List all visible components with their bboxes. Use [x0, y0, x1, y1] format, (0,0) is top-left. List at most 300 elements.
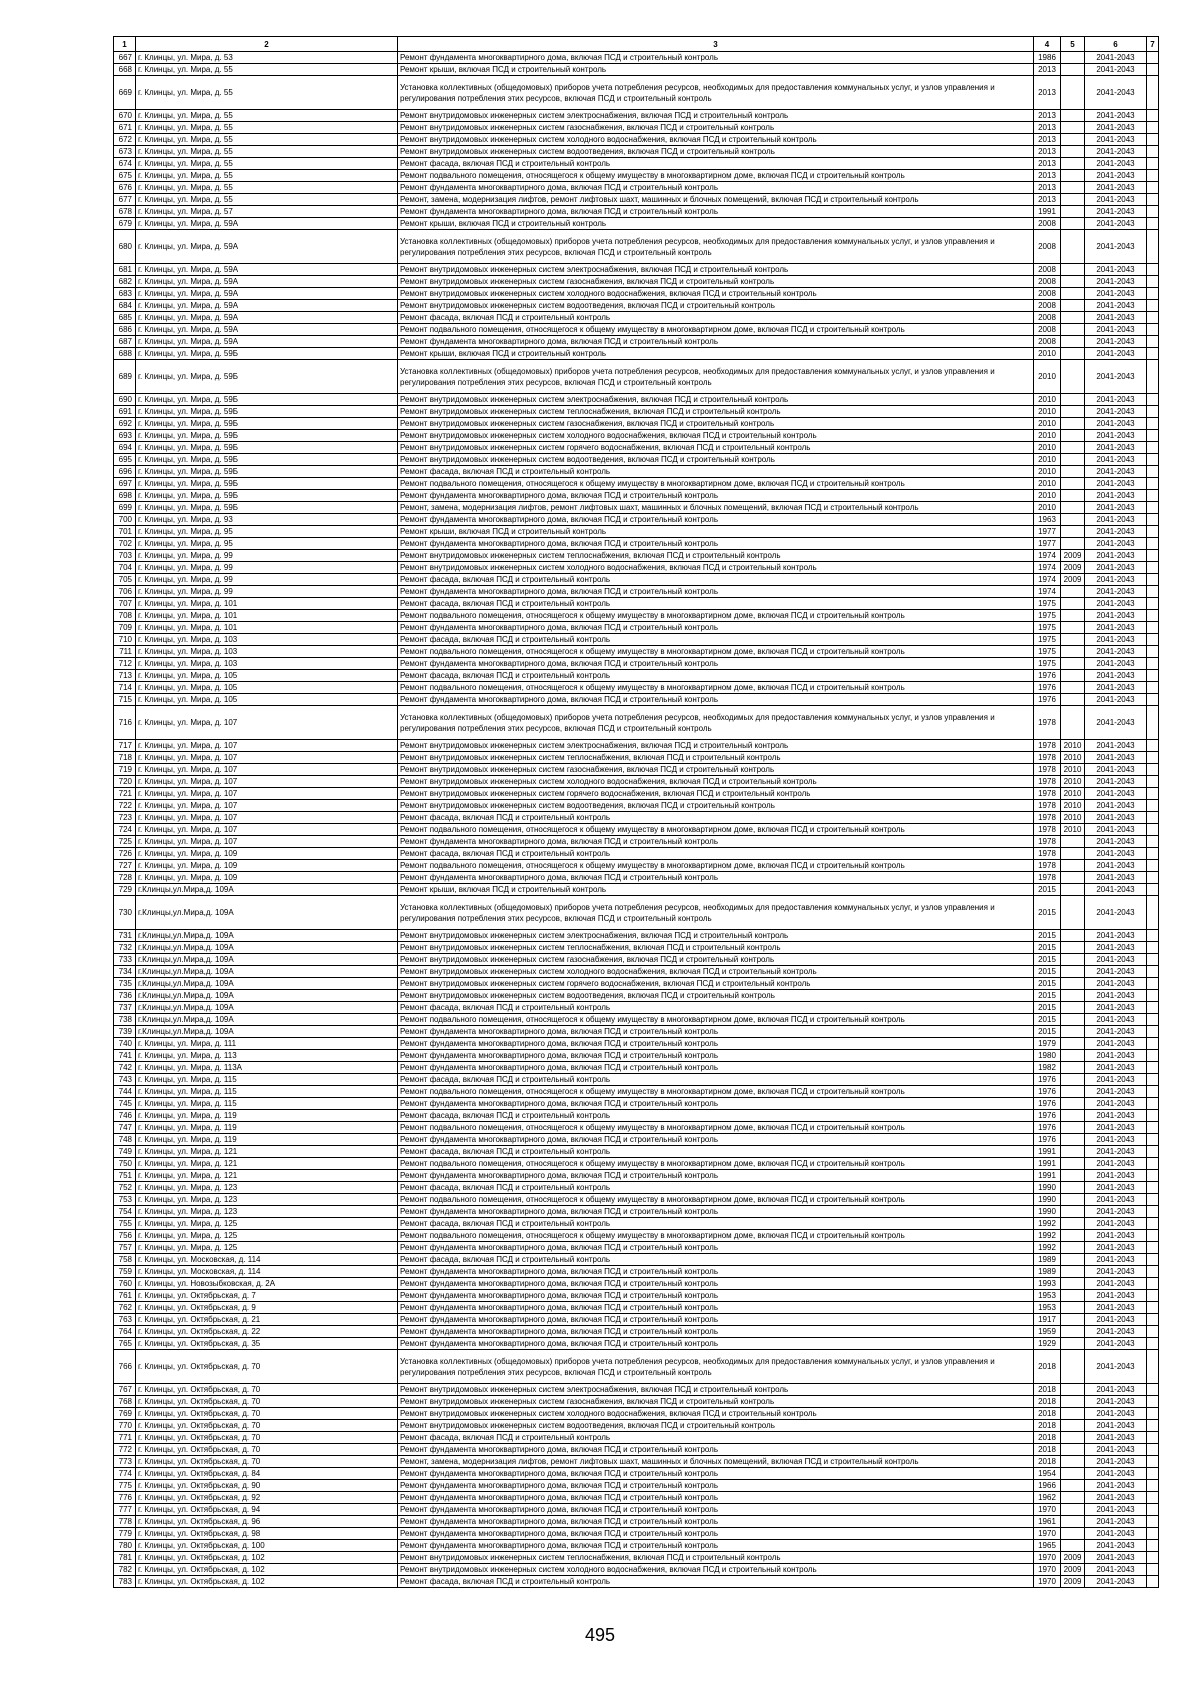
- cell-address: г. Клинцы, ул. Мира, д. 105: [136, 682, 398, 694]
- cell-note: [1147, 1122, 1159, 1134]
- cell-work-type: Ремонт подвального помещения, относящегося к общему имуществу в многоквартирном доме, включая ПСД и строительный контроль: [398, 860, 1034, 872]
- cell-year-built: 1993: [1034, 1278, 1061, 1290]
- cell-note: [1147, 1182, 1159, 1194]
- cell-work-type: Ремонт фундамента многоквартирного дома, включая ПСД и строительный контроль: [398, 1290, 1034, 1302]
- cell-row-number: 739: [114, 1026, 136, 1038]
- cell-note: [1147, 110, 1159, 122]
- cell-planned-period: 2041-2043: [1085, 634, 1147, 646]
- cell-row-number: 684: [114, 300, 136, 312]
- cell-row-number: 770: [114, 1420, 136, 1432]
- cell-note: [1147, 1230, 1159, 1242]
- cell-address: г. Клинцы, ул. Мира, д. 125: [136, 1230, 398, 1242]
- cell-year-overhaul: [1061, 110, 1085, 122]
- cell-year-built: 2018: [1034, 1408, 1061, 1420]
- table-row: [114, 634, 1159, 646]
- cell-address: г. Клинцы, ул. Мира, д. 109: [136, 872, 398, 884]
- cell-work-type: Ремонт внутридомовых инженерных систем газоснабжения, включая ПСД и строительный контроль: [398, 122, 1034, 134]
- cell-note: [1147, 1468, 1159, 1480]
- cell-year-overhaul: [1061, 502, 1085, 514]
- cell-year-built: 2013: [1034, 110, 1061, 122]
- cell-planned-period: 2041-2043: [1085, 264, 1147, 276]
- cell-address: г. Клинцы, ул. Мира, д. 99: [136, 562, 398, 574]
- cell-address: г. Клинцы, ул. Мира, д. 107: [136, 776, 398, 788]
- cell-work-type: Ремонт фасада, включая ПСД и строительный контроль: [398, 1074, 1034, 1086]
- table-row: [114, 526, 1159, 538]
- cell-year-built: 2010: [1034, 466, 1061, 478]
- table-row: [114, 418, 1159, 430]
- cell-note: [1147, 1158, 1159, 1170]
- cell-planned-period: 2041-2043: [1085, 1516, 1147, 1528]
- cell-address: г. Клинцы, ул. Октябрьская, д. 9: [136, 1302, 398, 1314]
- cell-planned-period: 2041-2043: [1085, 394, 1147, 406]
- cell-row-number: 747: [114, 1122, 136, 1134]
- cell-address: г. Клинцы, ул. Мира, д. 59А: [136, 230, 398, 264]
- cell-year-overhaul: [1061, 1302, 1085, 1314]
- cell-address: г. Клинцы, ул. Октябрьская, д. 7: [136, 1290, 398, 1302]
- cell-note: [1147, 264, 1159, 276]
- cell-address: г. Клинцы, ул. Мира, д. 111: [136, 1038, 398, 1050]
- cell-row-number: 721: [114, 788, 136, 800]
- table-row: [114, 1134, 1159, 1146]
- cell-year-overhaul: [1061, 1062, 1085, 1074]
- cell-year-overhaul: [1061, 1026, 1085, 1038]
- cell-address: г. Клинцы, ул. Октябрьская, д. 94: [136, 1504, 398, 1516]
- cell-year-overhaul: [1061, 1002, 1085, 1014]
- table-row: [114, 194, 1159, 206]
- cell-planned-period: 2041-2043: [1085, 406, 1147, 418]
- cell-planned-period: 2041-2043: [1085, 1432, 1147, 1444]
- cell-note: [1147, 170, 1159, 182]
- cell-address: г.Клинцы,ул.Мира,д. 109А: [136, 1002, 398, 1014]
- table-row: [114, 1540, 1159, 1552]
- cell-planned-period: 2041-2043: [1085, 872, 1147, 884]
- cell-year-overhaul: [1061, 466, 1085, 478]
- cell-planned-period: 2041-2043: [1085, 598, 1147, 610]
- cell-note: [1147, 942, 1159, 954]
- cell-work-type: Ремонт внутридомовых инженерных систем холодного водоснабжения, включая ПСД и строительный контроль: [398, 966, 1034, 978]
- cell-address: г. Клинцы, ул. Мира, д. 125: [136, 1242, 398, 1254]
- cell-year-overhaul: 2009: [1061, 574, 1085, 586]
- cell-address: г. Клинцы, ул. Мира, д. 119: [136, 1110, 398, 1122]
- cell-address: г. Клинцы, ул. Мира, д. 59А: [136, 218, 398, 230]
- cell-planned-period: 2041-2043: [1085, 1146, 1147, 1158]
- table-row: [114, 158, 1159, 170]
- cell-row-number: 716: [114, 706, 136, 740]
- cell-year-built: 1989: [1034, 1254, 1061, 1266]
- table-row: [114, 1432, 1159, 1444]
- cell-work-type: Ремонт фундамента многоквартирного дома, включая ПСД и строительный контроль: [398, 1170, 1034, 1182]
- cell-year-overhaul: [1061, 454, 1085, 466]
- table-row: [114, 1564, 1159, 1576]
- cell-year-overhaul: [1061, 1074, 1085, 1086]
- cell-address: г. Клинцы, ул. Мира, д. 59Б: [136, 454, 398, 466]
- cell-note: [1147, 502, 1159, 514]
- cell-planned-period: 2041-2043: [1085, 1564, 1147, 1576]
- program-table-container: [113, 36, 1158, 1588]
- cell-year-overhaul: [1061, 930, 1085, 942]
- cell-year-built: 2010: [1034, 406, 1061, 418]
- cell-note: [1147, 824, 1159, 836]
- cell-year-built: 2013: [1034, 134, 1061, 146]
- cell-work-type: Установка коллективных (общедомовых) приборов учета потребления ресурсов, необходимых для предоставления коммунальных услуг, и узлов управления и регулирования потребления этих ресурсов, включая ПСД и строительный контроль: [398, 230, 1034, 264]
- cell-note: [1147, 884, 1159, 896]
- cell-row-number: 761: [114, 1290, 136, 1302]
- cell-planned-period: 2041-2043: [1085, 1492, 1147, 1504]
- cell-note: [1147, 1206, 1159, 1218]
- cell-note: [1147, 360, 1159, 394]
- cell-note: [1147, 1290, 1159, 1302]
- cell-work-type: Ремонт внутридомовых инженерных систем газоснабжения, включая ПСД и строительный контроль: [398, 276, 1034, 288]
- cell-work-type: Ремонт фундамента многоквартирного дома, включая ПСД и строительный контроль: [398, 1242, 1034, 1254]
- cell-work-type: Ремонт внутридомовых инженерных систем водоотведения, включая ПСД и строительный контроль: [398, 800, 1034, 812]
- cell-planned-period: 2041-2043: [1085, 896, 1147, 930]
- table-row: [114, 360, 1159, 394]
- cell-planned-period: 2041-2043: [1085, 1182, 1147, 1194]
- cell-row-number: 710: [114, 634, 136, 646]
- table-row: [114, 182, 1159, 194]
- cell-note: [1147, 764, 1159, 776]
- cell-work-type: Ремонт фасада, включая ПСД и строительный контроль: [398, 848, 1034, 860]
- table-row: [114, 1314, 1159, 1326]
- cell-note: [1147, 418, 1159, 430]
- cell-year-overhaul: [1061, 694, 1085, 706]
- cell-planned-period: 2041-2043: [1085, 1302, 1147, 1314]
- cell-year-built: 1961: [1034, 1516, 1061, 1528]
- cell-address: г. Клинцы, ул. Московская, д. 114: [136, 1254, 398, 1266]
- cell-planned-period: 2041-2043: [1085, 490, 1147, 502]
- cell-year-overhaul: [1061, 1314, 1085, 1326]
- cell-work-type: Ремонт фундамента многоквартирного дома, включая ПСД и строительный контроль: [398, 1266, 1034, 1278]
- cell-row-number: 683: [114, 288, 136, 300]
- cell-year-overhaul: [1061, 1338, 1085, 1350]
- cell-work-type: Ремонт фасада, включая ПСД и строительный контроль: [398, 1254, 1034, 1266]
- table-row: [114, 752, 1159, 764]
- table-row: [114, 1278, 1159, 1290]
- cell-year-built: 1986: [1034, 52, 1061, 64]
- cell-work-type: Ремонт фундамента многоквартирного дома, включая ПСД и строительный контроль: [398, 206, 1034, 218]
- cell-year-overhaul: [1061, 324, 1085, 336]
- table-row: [114, 978, 1159, 990]
- cell-work-type: Установка коллективных (общедомовых) приборов учета потребления ресурсов, необходимых для предоставления коммунальных услуг, и узлов управления и регулирования потребления этих ресурсов, включая ПСД и строительный контроль: [398, 360, 1034, 394]
- cell-row-number: 702: [114, 538, 136, 550]
- cell-work-type: Ремонт внутридомовых инженерных систем теплоснабжения, включая ПСД и строительный контроль: [398, 550, 1034, 562]
- cell-year-overhaul: [1061, 1242, 1085, 1254]
- cell-note: [1147, 218, 1159, 230]
- cell-note: [1147, 146, 1159, 158]
- cell-work-type: Ремонт фасада, включая ПСД и строительный контроль: [398, 1002, 1034, 1014]
- cell-year-built: 1978: [1034, 836, 1061, 848]
- table-row: [114, 1468, 1159, 1480]
- cell-note: [1147, 812, 1159, 824]
- cell-note: [1147, 1504, 1159, 1516]
- cell-planned-period: 2041-2043: [1085, 1456, 1147, 1468]
- cell-row-number: 699: [114, 502, 136, 514]
- cell-row-number: 759: [114, 1266, 136, 1278]
- cell-year-built: 2013: [1034, 182, 1061, 194]
- table-row: [114, 682, 1159, 694]
- cell-year-overhaul: 2010: [1061, 764, 1085, 776]
- cell-work-type: Ремонт фундамента многоквартирного дома, включая ПСД и строительный контроль: [398, 1492, 1034, 1504]
- table-row: [114, 694, 1159, 706]
- cell-row-number: 726: [114, 848, 136, 860]
- cell-year-overhaul: [1061, 1456, 1085, 1468]
- table-row: [114, 836, 1159, 848]
- cell-planned-period: 2041-2043: [1085, 182, 1147, 194]
- cell-year-built: 2015: [1034, 1026, 1061, 1038]
- table-row: [114, 872, 1159, 884]
- cell-row-number: 725: [114, 836, 136, 848]
- cell-year-overhaul: 2009: [1061, 1576, 1085, 1588]
- cell-planned-period: 2041-2043: [1085, 1540, 1147, 1552]
- cell-year-built: 1970: [1034, 1528, 1061, 1540]
- cell-note: [1147, 514, 1159, 526]
- cell-row-number: 743: [114, 1074, 136, 1086]
- cell-year-built: 2008: [1034, 230, 1061, 264]
- cell-planned-period: 2041-2043: [1085, 550, 1147, 562]
- cell-year-overhaul: [1061, 586, 1085, 598]
- cell-year-built: 1978: [1034, 860, 1061, 872]
- cell-address: г. Клинцы, ул. Мира, д. 121: [136, 1146, 398, 1158]
- cell-note: [1147, 134, 1159, 146]
- cell-year-built: 2010: [1034, 360, 1061, 394]
- cell-year-overhaul: [1061, 1408, 1085, 1420]
- cell-planned-period: 2041-2043: [1085, 1480, 1147, 1492]
- cell-year-overhaul: [1061, 860, 1085, 872]
- cell-year-overhaul: [1061, 990, 1085, 1002]
- cell-row-number: 733: [114, 954, 136, 966]
- table-row: [114, 930, 1159, 942]
- cell-planned-period: 2041-2043: [1085, 122, 1147, 134]
- table-row: [114, 1254, 1159, 1266]
- cell-address: г. Клинцы, ул. Мира, д. 59Б: [136, 406, 398, 418]
- cell-note: [1147, 454, 1159, 466]
- cell-address: г. Клинцы, ул. Мира, д. 123: [136, 1194, 398, 1206]
- cell-address: г. Клинцы, ул. Мира, д. 99: [136, 574, 398, 586]
- cell-address: г. Клинцы, ул. Октябрьская, д. 102: [136, 1564, 398, 1576]
- cell-planned-period: 2041-2043: [1085, 646, 1147, 658]
- cell-address: г.Клинцы,ул.Мира,д. 109А: [136, 1014, 398, 1026]
- cell-work-type: Ремонт фундамента многоквартирного дома, включая ПСД и строительный контроль: [398, 1480, 1034, 1492]
- cell-row-number: 728: [114, 872, 136, 884]
- cell-note: [1147, 1350, 1159, 1384]
- cell-year-built: 1953: [1034, 1302, 1061, 1314]
- table-row: [114, 1002, 1159, 1014]
- cell-note: [1147, 430, 1159, 442]
- cell-row-number: 742: [114, 1062, 136, 1074]
- cell-planned-period: 2041-2043: [1085, 930, 1147, 942]
- cell-address: г. Клинцы, ул. Мира, д. 59Б: [136, 502, 398, 514]
- cell-note: [1147, 1110, 1159, 1122]
- cell-work-type: Ремонт фасада, включая ПСД и строительный контроль: [398, 598, 1034, 610]
- cell-row-number: 681: [114, 264, 136, 276]
- cell-planned-period: 2041-2043: [1085, 52, 1147, 64]
- cell-year-built: 1975: [1034, 646, 1061, 658]
- cell-address: г. Клинцы, ул. Мира, д. 55: [136, 64, 398, 76]
- table-row: [114, 990, 1159, 1002]
- cell-planned-period: 2041-2043: [1085, 1230, 1147, 1242]
- cell-year-overhaul: [1061, 1468, 1085, 1480]
- cell-address: г.Клинцы,ул.Мира,д. 109А: [136, 896, 398, 930]
- cell-year-overhaul: [1061, 1230, 1085, 1242]
- cell-planned-period: 2041-2043: [1085, 230, 1147, 264]
- header-col-6: 6: [1085, 37, 1147, 52]
- cell-note: [1147, 694, 1159, 706]
- cell-row-number: 671: [114, 122, 136, 134]
- cell-row-number: 697: [114, 478, 136, 490]
- cell-row-number: 674: [114, 158, 136, 170]
- cell-address: г. Клинцы, ул. Мира, д. 59Б: [136, 348, 398, 360]
- cell-note: [1147, 574, 1159, 586]
- cell-address: г. Клинцы, ул. Мира, д. 59А: [136, 276, 398, 288]
- cell-address: г. Клинцы, ул. Мира, д. 93: [136, 514, 398, 526]
- cell-work-type: Ремонт фундамента многоквартирного дома, включая ПСД и строительный контроль: [398, 658, 1034, 670]
- cell-row-number: 695: [114, 454, 136, 466]
- table-row: [114, 64, 1159, 76]
- cell-year-built: 2018: [1034, 1444, 1061, 1456]
- cell-year-built: 1992: [1034, 1218, 1061, 1230]
- cell-address: г. Клинцы, ул. Мира, д. 115: [136, 1086, 398, 1098]
- cell-row-number: 773: [114, 1456, 136, 1468]
- cell-address: г. Клинцы, ул. Мира, д. 105: [136, 670, 398, 682]
- table-row: [114, 206, 1159, 218]
- cell-year-built: 2018: [1034, 1396, 1061, 1408]
- cell-row-number: 752: [114, 1182, 136, 1194]
- cell-year-built: 2018: [1034, 1350, 1061, 1384]
- cell-address: г. Клинцы, ул. Октябрьская, д. 98: [136, 1528, 398, 1540]
- cell-work-type: Ремонт подвального помещения, относящегося к общему имуществу в многоквартирном доме, включая ПСД и строительный контроль: [398, 478, 1034, 490]
- cell-year-overhaul: [1061, 300, 1085, 312]
- cell-year-overhaul: [1061, 978, 1085, 990]
- cell-year-overhaul: [1061, 1038, 1085, 1050]
- cell-work-type: Ремонт внутридомовых инженерных систем газоснабжения, включая ПСД и строительный контроль: [398, 764, 1034, 776]
- cell-row-number: 688: [114, 348, 136, 360]
- cell-planned-period: 2041-2043: [1085, 110, 1147, 122]
- cell-address: г.Клинцы,ул.Мира,д. 109А: [136, 966, 398, 978]
- cell-note: [1147, 1384, 1159, 1396]
- cell-planned-period: 2041-2043: [1085, 430, 1147, 442]
- cell-year-built: 1978: [1034, 752, 1061, 764]
- cell-row-number: 715: [114, 694, 136, 706]
- cell-planned-period: 2041-2043: [1085, 1528, 1147, 1540]
- cell-planned-period: 2041-2043: [1085, 574, 1147, 586]
- cell-work-type: Ремонт фундамента многоквартирного дома, включая ПСД и строительный контроль: [398, 1278, 1034, 1290]
- table-row: [114, 824, 1159, 836]
- cell-year-overhaul: 2010: [1061, 740, 1085, 752]
- cell-year-overhaul: [1061, 394, 1085, 406]
- cell-address: г. Клинцы, ул. Мира, д. 95: [136, 526, 398, 538]
- cell-year-overhaul: [1061, 1206, 1085, 1218]
- cell-planned-period: 2041-2043: [1085, 1026, 1147, 1038]
- table-row: [114, 442, 1159, 454]
- cell-work-type: Ремонт фундамента многоквартирного дома, включая ПСД и строительный контроль: [398, 1302, 1034, 1314]
- cell-planned-period: 2041-2043: [1085, 1552, 1147, 1564]
- cell-work-type: Ремонт фасада, включая ПСД и строительный контроль: [398, 312, 1034, 324]
- cell-address: г. Клинцы, ул. Мира, д. 59А: [136, 336, 398, 348]
- cell-address: г. Клинцы, ул. Мира, д. 59Б: [136, 442, 398, 454]
- cell-row-number: 667: [114, 52, 136, 64]
- cell-year-built: 1965: [1034, 1540, 1061, 1552]
- cell-year-built: 1975: [1034, 634, 1061, 646]
- cell-work-type: Ремонт внутридомовых инженерных систем водоотведения, включая ПСД и строительный контроль: [398, 990, 1034, 1002]
- table-row: [114, 670, 1159, 682]
- cell-row-number: 717: [114, 740, 136, 752]
- cell-note: [1147, 1564, 1159, 1576]
- cell-address: г. Клинцы, ул. Мира, д. 101: [136, 598, 398, 610]
- cell-planned-period: 2041-2043: [1085, 1074, 1147, 1086]
- cell-row-number: 732: [114, 942, 136, 954]
- cell-year-overhaul: [1061, 406, 1085, 418]
- cell-year-built: 1953: [1034, 1290, 1061, 1302]
- cell-address: г. Клинцы, ул. Октябрьская, д. 96: [136, 1516, 398, 1528]
- table-row: [114, 1206, 1159, 1218]
- cell-planned-period: 2041-2043: [1085, 158, 1147, 170]
- cell-note: [1147, 76, 1159, 110]
- cell-year-overhaul: [1061, 1480, 1085, 1492]
- cell-row-number: 760: [114, 1278, 136, 1290]
- cell-year-built: 1974: [1034, 574, 1061, 586]
- cell-address: г. Клинцы, ул. Мира, д. 59Б: [136, 478, 398, 490]
- cell-year-overhaul: [1061, 1134, 1085, 1146]
- cell-note: [1147, 848, 1159, 860]
- cell-planned-period: 2041-2043: [1085, 788, 1147, 800]
- cell-year-overhaul: [1061, 1122, 1085, 1134]
- cell-year-overhaul: [1061, 64, 1085, 76]
- cell-planned-period: 2041-2043: [1085, 658, 1147, 670]
- cell-work-type: Ремонт внутридомовых инженерных систем холодного водоснабжения, включая ПСД и строительный контроль: [398, 776, 1034, 788]
- cell-year-overhaul: [1061, 264, 1085, 276]
- table-row: [114, 1350, 1159, 1384]
- cell-work-type: Ремонт фасада, включая ПСД и строительный контроль: [398, 1182, 1034, 1194]
- cell-year-built: 1975: [1034, 622, 1061, 634]
- cell-planned-period: 2041-2043: [1085, 800, 1147, 812]
- cell-year-built: 1978: [1034, 706, 1061, 740]
- cell-planned-period: 2041-2043: [1085, 194, 1147, 206]
- cell-note: [1147, 1326, 1159, 1338]
- cell-work-type: Ремонт подвального помещения, относящегося к общему имуществу в многоквартирном доме, включая ПСД и строительный контроль: [398, 646, 1034, 658]
- cell-row-number: 780: [114, 1540, 136, 1552]
- cell-year-built: 2008: [1034, 300, 1061, 312]
- cell-work-type: Ремонт фасада, включая ПСД и строительный контроль: [398, 1110, 1034, 1122]
- cell-note: [1147, 1432, 1159, 1444]
- cell-address: г.Клинцы,ул.Мира,д. 109А: [136, 884, 398, 896]
- header-col-2: 2: [136, 37, 398, 52]
- cell-year-overhaul: [1061, 1146, 1085, 1158]
- table-row: [114, 1182, 1159, 1194]
- table-row: [114, 1266, 1159, 1278]
- cell-note: [1147, 1408, 1159, 1420]
- cell-year-built: 2008: [1034, 218, 1061, 230]
- cell-work-type: Ремонт фасада, включая ПСД и строительный контроль: [398, 812, 1034, 824]
- table-row: [114, 1074, 1159, 1086]
- table-row: [114, 324, 1159, 336]
- cell-note: [1147, 670, 1159, 682]
- cell-work-type: Ремонт, замена, модернизация лифтов, ремонт лифтовых шахт, машинных и блочных помещений, включая ПСД и строительный контроль: [398, 502, 1034, 514]
- cell-year-overhaul: [1061, 1492, 1085, 1504]
- cell-note: [1147, 1038, 1159, 1050]
- cell-year-overhaul: [1061, 634, 1085, 646]
- cell-work-type: Ремонт фундамента многоквартирного дома, включая ПСД и строительный контроль: [398, 1038, 1034, 1050]
- header-col-5: 5: [1061, 37, 1085, 52]
- cell-year-built: 1966: [1034, 1480, 1061, 1492]
- cell-planned-period: 2041-2043: [1085, 860, 1147, 872]
- cell-work-type: Ремонт внутридомовых инженерных систем горячего водоснабжения, включая ПСД и строительный контроль: [398, 788, 1034, 800]
- cell-work-type: Ремонт внутридомовых инженерных систем водоотведения, включая ПСД и строительный контроль: [398, 1420, 1034, 1432]
- cell-work-type: Ремонт фундамента многоквартирного дома, включая ПСД и строительный контроль: [398, 1326, 1034, 1338]
- cell-planned-period: 2041-2043: [1085, 1444, 1147, 1456]
- cell-row-number: 768: [114, 1396, 136, 1408]
- cell-year-built: 1954: [1034, 1468, 1061, 1480]
- cell-address: г. Клинцы, ул. Мира, д. 55: [136, 76, 398, 110]
